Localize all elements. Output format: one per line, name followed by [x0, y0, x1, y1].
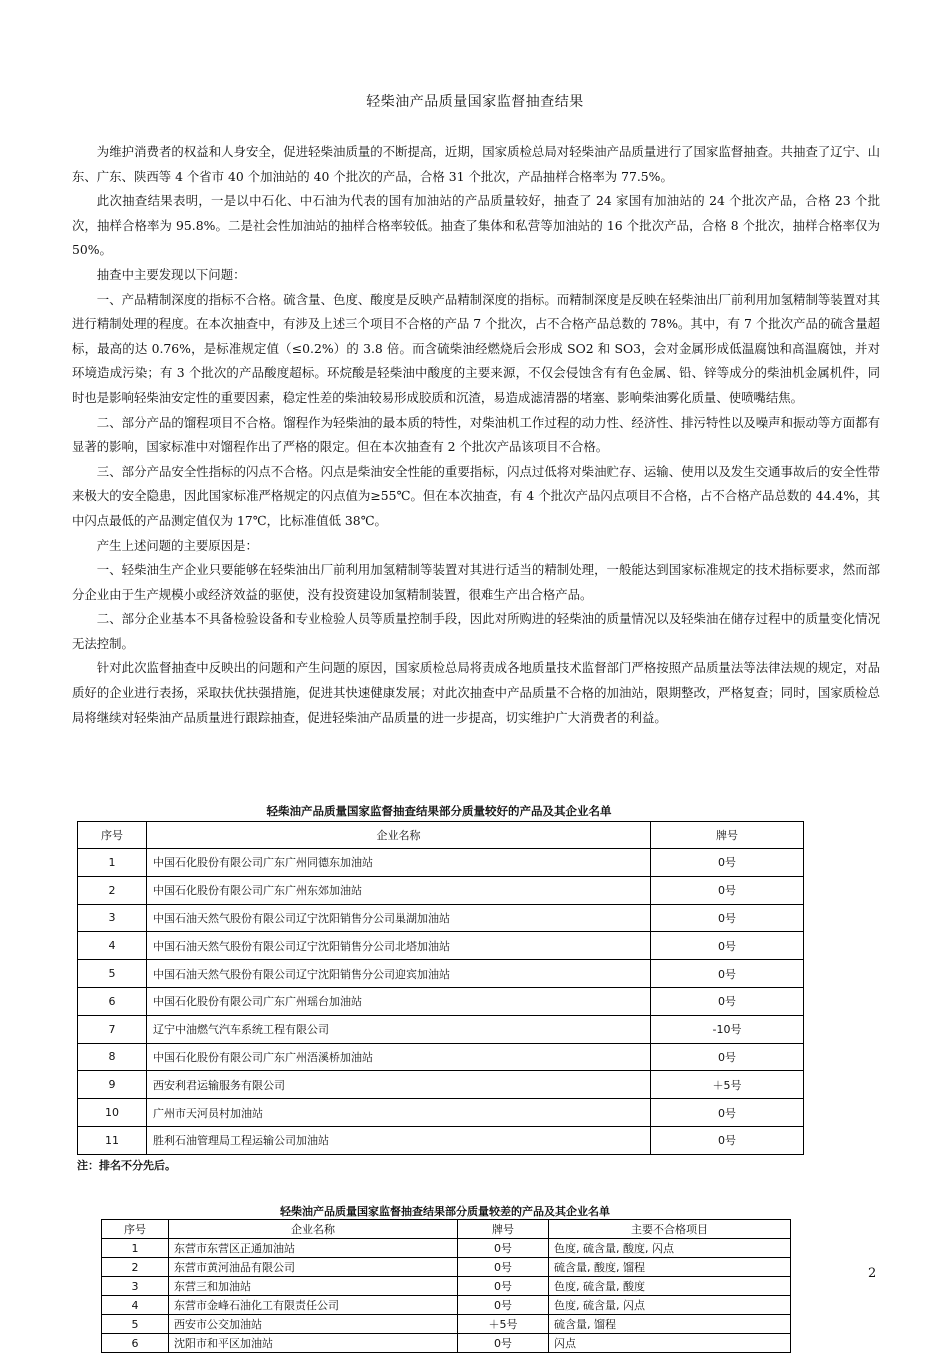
page-title: 轻柴油产品质量国家监督抽查结果 — [366, 94, 584, 110]
table-row — [78, 1043, 804, 1071]
table-row — [78, 1015, 804, 1043]
cell-name: 胜利石油管理局工程运输公司加油站 — [147, 1126, 651, 1154]
cell-name: 东营市黄河油品有限公司 — [169, 1258, 458, 1277]
cell-name: 西安市公交加油站 — [169, 1315, 458, 1334]
table1-caption: 轻柴油产品质量国家监督抽查结果部分质量较好的产品及其企业名单 — [266, 804, 612, 818]
paragraph: 抽查中主要发现以下问题： — [96, 266, 246, 282]
table-row — [78, 876, 804, 904]
paragraph: 一、轻柴油生产企业只要能够在轻柴油出厂前利用加氢精制等装置对其进行适当的精制处理，一般能达到国家标准规定的技术指标要求，然而部分企业由于生产规模小或经济效益的驱使，没有投资建设加氢精制装置，很难生产出合格产品。 — [72, 562, 880, 602]
paragraph: 三、部分产品安全性指标的闪点不合格。闪点是柴油安全性能的重要指标，闪点过低将对柴油贮存、运输、使用以及发生交通事故后的安全性带来极大的安全隐患，因此国家标准严格规定的闪点值为≥55℃。但在本次抽查，有 4 个批次产品闪点项目不合格，占不合格产品总数的 44.4%，其中闪点最低的产品测定值仅为 17℃，比标准值低 38℃。 — [72, 463, 880, 528]
table-row — [102, 1296, 791, 1315]
cell-no: 3 — [102, 1277, 169, 1296]
cell-no: 6 — [78, 987, 147, 1015]
cell-name: 西安利君运输服务有限公司 — [147, 1071, 651, 1099]
cell-no: 7 — [78, 1015, 147, 1043]
cell-brand: ＋5号 — [651, 1071, 804, 1099]
cell-brand: 0号 — [651, 960, 804, 988]
cell-brand: 0号 — [458, 1239, 549, 1258]
cell-issue: 硫含量, 馏程 — [549, 1315, 791, 1334]
table2-caption: 轻柴油产品质量国家监督抽查结果部分质量较差的产品及其企业名单 — [280, 1205, 610, 1218]
cell-name: 中国石化股份有限公司广东广州同德东加油站 — [147, 849, 651, 877]
cell-no: 2 — [102, 1258, 169, 1277]
header-no: 序号 — [78, 822, 147, 849]
cell-name: 中国石化股份有限公司广东广州东郊加油站 — [147, 876, 651, 904]
cell-brand: 0号 — [651, 904, 804, 932]
table-row — [102, 1258, 791, 1277]
cell-name: 中国石油天然气股份有限公司辽宁沈阳销售分公司巢湖加油站 — [147, 904, 651, 932]
paragraph: 二、部分产品的馏程项目不合格。馏程作为轻柴油的最本质的特性，对柴油机工作过程的动力性、经济性、排污特性以及噪声和振动等方面都有显著的影响，国家标准中对馏程作出了严格的限定。但在本次抽查有 2 个批次产品该项目不合格。 — [72, 414, 880, 455]
cell-no: 6 — [102, 1334, 169, 1353]
header-no: 序号 — [102, 1220, 169, 1239]
good-products-table — [77, 821, 804, 1155]
cell-brand: 0号 — [458, 1277, 549, 1296]
good-products-rows — [78, 849, 804, 1155]
cell-name: 中国石化股份有限公司广东广州瑶台加油站 — [147, 987, 651, 1015]
paragraph: 针对此次监督抽查中反映出的问题和产生问题的原因，国家质检总局将责成各地质量技术监督部门严格按照产品质量法等法律法规的规定，对品质好的企业进行表扬，采取扶优扶强措施，促进其快速健康发展；对此次抽查中产品质量不合格的加油站，限期整改，严格复查；同时，国家质检总局将继续对轻柴油产品质量进行跟踪抽查，促进轻柴油产品质量的进一步提高，切实维护广大消费者的利益。 — [72, 660, 880, 725]
header-name: 企业名称 — [169, 1220, 458, 1239]
cell-name: 中国石油天然气股份有限公司辽宁沈阳销售分公司迎宾加油站 — [147, 960, 651, 988]
table1-note: 注：排名不分先后。 — [77, 1159, 176, 1172]
cell-brand: 0号 — [651, 987, 804, 1015]
cell-name: 广州市天河员村加油站 — [147, 1099, 651, 1127]
cell-name: 中国石化股份有限公司广东广州浯溪桥加油站 — [147, 1043, 651, 1071]
cell-no: 10 — [78, 1099, 147, 1127]
cell-name: 中国石油天然气股份有限公司辽宁沈阳销售分公司北塔加油站 — [147, 932, 651, 960]
cell-name: 东营市金峰石油化工有限责任公司 — [169, 1296, 458, 1315]
table-row — [102, 1239, 791, 1258]
cell-name: 沈阳市和平区加油站 — [169, 1334, 458, 1353]
table-row — [78, 904, 804, 932]
page-number: 2 — [868, 1266, 877, 1281]
cell-no: 9 — [78, 1071, 147, 1099]
table-row — [78, 1071, 804, 1099]
header-brand: 牌号 — [458, 1220, 549, 1239]
table-row — [78, 1099, 804, 1127]
cell-brand: 0号 — [458, 1258, 549, 1277]
cell-no: 1 — [78, 849, 147, 877]
cell-no: 1 — [102, 1239, 169, 1258]
cell-brand: 0号 — [651, 1043, 804, 1071]
cell-no: 8 — [78, 1043, 147, 1071]
cell-brand: 0号 — [651, 1126, 804, 1154]
cell-issue: 色度, 硫含量, 酸度 — [549, 1277, 791, 1296]
cell-brand: 0号 — [651, 876, 804, 904]
header-brand: 牌号 — [651, 822, 804, 849]
cell-brand: 0号 — [651, 849, 804, 877]
cell-brand: 0号 — [458, 1334, 549, 1353]
table-row — [102, 1277, 791, 1296]
cell-brand: 0号 — [651, 932, 804, 960]
cell-issue: 色度, 硫含量, 闪点 — [549, 1296, 791, 1315]
paragraph: 一、产品精制深度的指标不合格。硫含量、色度、酸度是反映产品精制深度的指标。而精制深度是反映在轻柴油出厂前利用加氢精制等装置对其进行精制处理的程度。在本次抽查中，有涉及上述三个项目不合格的产品 7 个批次，占不合格产品总数的 78%。其中，有 7 个批次产品的硫含量超标，最高的达 0.76%，是标准规定值（≤0.2%）的 3.8 倍。而含硫柴油经燃烧后会形成 SO2 和 SO3，会对金属形成低温腐蚀和高温腐蚀，并对环境造成污染；有 3 个批次的产品酸度超标。环烷酸是轻柴油中酸度的主要来源，不仅会侵蚀含有有色金属、铅、锌等成分的柴油机金属机件，同时也是影响轻柴油安定性的重要因素，稳定性差的柴油较易形成胶质和沉渣，易造成滤清器的堵塞、影响柴油雾化质量、使喷嘴结焦。 — [72, 291, 880, 405]
poor-products-table — [101, 1219, 791, 1353]
table-row — [78, 987, 804, 1015]
table-row — [78, 932, 804, 960]
article-body — [72, 140, 880, 730]
cell-no: 2 — [78, 876, 147, 904]
table-header-row — [102, 1220, 791, 1239]
table-row — [102, 1334, 791, 1353]
header-name: 企业名称 — [147, 822, 651, 849]
paragraph: 二、部分企业基本不具备检验设备和专业检验人员等质量控制手段，因此对所购进的轻柴油的质量情况以及轻柴油在储存过程中的质量变化情况无法控制。 — [72, 611, 880, 651]
cell-issue: 色度, 硫含量, 酸度, 闪点 — [549, 1239, 791, 1258]
header-issue: 主要不合格项目 — [549, 1220, 791, 1239]
poor-products-rows — [102, 1239, 791, 1353]
cell-issue: 硫含量, 酸度, 馏程 — [549, 1258, 791, 1277]
cell-no: 4 — [102, 1296, 169, 1315]
cell-name: 辽宁中油燃气汽车系统工程有限公司 — [147, 1015, 651, 1043]
cell-name: 东营三和加油站 — [169, 1277, 458, 1296]
paragraph: 为维护消费者的权益和人身安全，促进轻柴油质量的不断提高，近期，国家质检总局对轻柴油产品质量进行了国家监督抽查。共抽查了辽宁、山东、广东、陕西等 4 个省市 40 个加油站的 40 个批次的产品，合格 31 个批次，产品抽样合格率为 77.5%。 — [72, 144, 880, 184]
table-row — [78, 960, 804, 988]
paragraph: 产生上述问题的主要原因是： — [96, 537, 258, 553]
cell-brand: -10号 — [651, 1015, 804, 1043]
table-header-row — [78, 822, 804, 849]
cell-issue: 闪点 — [549, 1334, 791, 1353]
cell-brand: 0号 — [651, 1099, 804, 1127]
cell-no: 5 — [102, 1315, 169, 1334]
cell-no: 4 — [78, 932, 147, 960]
cell-brand: 0号 — [458, 1296, 549, 1315]
cell-name: 东营市东营区正通加油站 — [169, 1239, 458, 1258]
cell-brand: ＋5号 — [458, 1315, 549, 1334]
cell-no: 5 — [78, 960, 147, 988]
paragraph: 此次抽查结果表明，一是以中石化、中石油为代表的国有加油站的产品质量较好，抽查了 24 家国有加油站的 24 个批次产品，合格 23 个批次，抽样合格率为 95.8%。二是社会性加油站的抽样合格率较低。抽查了集体和私营等加油站的 16 个批次产品，合格 8 个批次，抽样合格率仅为 50%。 — [72, 193, 880, 258]
table-row — [78, 849, 804, 877]
table-row — [78, 1126, 804, 1154]
cell-no: 3 — [78, 904, 147, 932]
cell-no: 11 — [78, 1126, 147, 1154]
table-row — [102, 1315, 791, 1334]
